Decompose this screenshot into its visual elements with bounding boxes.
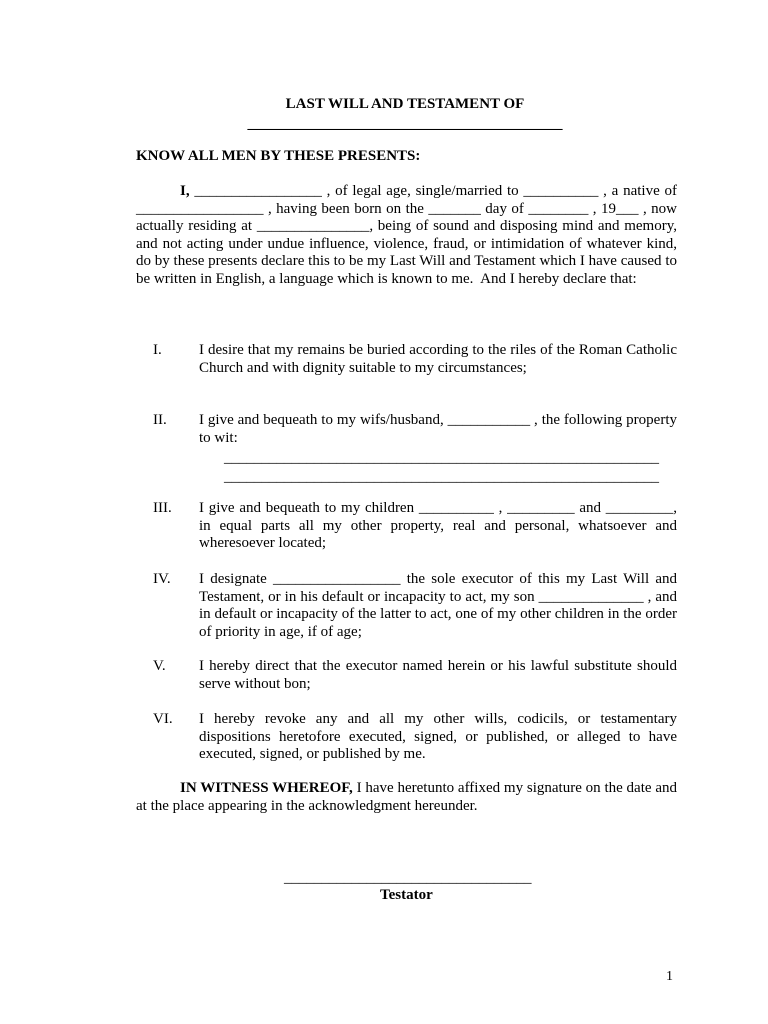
property-blank-line: __________________________________________________________ [224, 469, 659, 485]
property-blank-line: __________________________________________________________ [224, 450, 659, 466]
clause-text: I give and bequeath to my wifs/husband, ___________ , the following property to wit: [199, 412, 681, 446]
clause-number: IV. [153, 571, 171, 587]
clause-item [136, 658, 681, 693]
clause-text: I hereby revoke any and all my other wills, codicils, or testamentary dispositions heretofore executed, signed, or published, or alleged to have executed, signed, or published by me. [199, 711, 681, 763]
clause-text: I hereby direct that the executor named herein or his lawful substitute should serve without bon; [199, 658, 681, 692]
clause-item [136, 571, 681, 641]
intro-body: _________________ , of legal age, single/married to __________ , a native of _________________ , having been born on the _______ day of ________ , 19___ , now actually residing at _______________, being of sound and disposing mind and memory, and not acting under undue influence, violence, fraud, or intimidation of whatever kind, do by these presents declare this to be my Last Will and Testament which I have caused to be written in English, a language which is known to me. And I hereby declare that: [136, 183, 681, 287]
intro-lead: I, [180, 183, 190, 199]
page-number: 1 [666, 969, 673, 984]
clause-item [136, 342, 681, 377]
testator-name-blank: __________________________________________ [247, 116, 563, 132]
clause-number: I. [153, 342, 162, 358]
clause-number: II. [153, 412, 167, 428]
clause-text: I desire that my remains be buried according to the riles of the Roman Catholic Church and with dignity suitable to my circumstances; [199, 342, 681, 376]
document-title: LAST WILL AND TESTAMENT OF [285, 96, 525, 112]
clause-number: V. [153, 658, 166, 674]
intro-paragraph [136, 183, 681, 289]
clause-item [136, 711, 681, 764]
clause-text: I give and bequeath to my children __________ , _________ and _________, in equal parts all my other property, real and personal, whatsoever and wheresoever located; [199, 500, 681, 552]
clause-item [136, 412, 681, 447]
witness-body: I have heretunto affixed my signature on the date and at the place appearing in the acknowledgment hereunder. [136, 780, 681, 814]
signature-label: Testator [380, 887, 433, 903]
section-heading: KNOW ALL MEN BY THESE PRESENTS: [136, 148, 421, 164]
clause-item [136, 500, 681, 553]
clause-text: I designate _________________ the sole executor of this my Last Will and Testament, or in his default or incapacity to act, my son ______________ , and in default or incapacity of the latter to act, one of my other children in the order of priority in age, if of age; [199, 571, 681, 640]
witness-lead: IN WITNESS WHEREOF, [180, 780, 353, 796]
clause-number: III. [153, 500, 172, 516]
witness-paragraph [136, 780, 681, 815]
clause-number: VI. [153, 711, 173, 727]
signature-line: _________________________________ [284, 870, 532, 886]
